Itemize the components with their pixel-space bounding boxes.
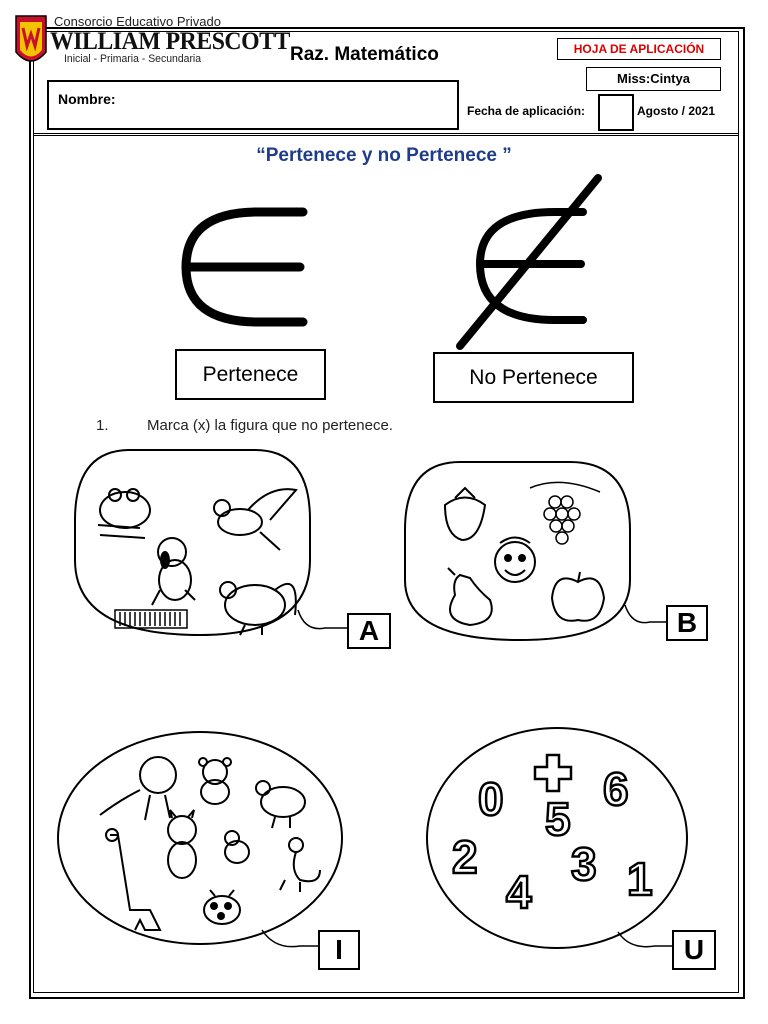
logo-consortium-text: Consorcio Educativo Privado [54,14,221,29]
grapes-icon[interactable] [530,482,600,544]
date-value: Agosto / 2021 [637,104,716,118]
not-belongs-label: No Pertenece [433,352,634,403]
subject-title: Raz. Matemático [290,44,439,65]
lion-icon[interactable] [100,757,176,820]
name-label: Nombre: [58,91,116,107]
frog-icon[interactable] [98,489,150,538]
number-4[interactable]: 4 [506,866,532,918]
number-1[interactable]: 1 [627,853,653,905]
group-i [58,732,342,947]
worksheet-title: “Pertenece y no Pertenece ” [256,145,512,166]
logo-levels-text: Inicial - Primaria - Secundaria [64,53,202,65]
bird-icon[interactable] [214,489,296,550]
number-3[interactable]: 3 [571,838,597,890]
plus-sign-icon[interactable] [535,755,571,791]
not-element-of-icon [455,172,605,352]
number-0[interactable]: 0 [478,773,504,825]
number-2[interactable]: 2 [452,831,478,883]
date-label: Fecha de aplicación: [467,104,586,118]
group-b-letter: B [666,605,708,641]
belongs-label: Pertenece [175,349,326,400]
school-shield-icon [14,14,48,70]
teacher-box: Miss:Cintya [586,67,721,91]
duck-icon[interactable] [280,838,320,892]
pear-icon[interactable] [448,568,492,625]
exercise-groups [0,440,768,1020]
hen-icon[interactable] [256,781,305,828]
question-text: Marca (x) la figura que no pertenece. [147,417,393,434]
chick-icon[interactable] [225,831,249,863]
question-number: 1. [96,417,109,434]
group-a-letter: A [347,613,391,649]
cat-icon[interactable] [168,810,196,878]
number-5[interactable]: 5 [545,793,571,845]
group-a [75,450,347,635]
group-b [405,462,670,640]
sheet-type-badge: HOJA DE APLICACIÓN [557,38,721,60]
group-i-letter: I [318,930,360,970]
clown-icon[interactable] [495,538,535,583]
group-u [427,728,687,948]
element-of-icon [178,205,308,330]
ladybug-icon[interactable] [204,890,240,924]
group-u-letter: U [672,930,716,970]
strawberry-icon[interactable] [445,488,485,540]
logo-school-name: WILLIAM PRESCOTT [50,28,290,55]
giraffe-icon[interactable] [106,829,160,930]
number-6[interactable]: 6 [603,763,629,815]
teddy-bear-icon[interactable] [199,758,231,804]
apple-icon[interactable] [552,572,604,621]
dog-icon[interactable] [152,538,195,605]
header-divider [34,133,738,136]
date-day-field[interactable] [598,94,634,131]
